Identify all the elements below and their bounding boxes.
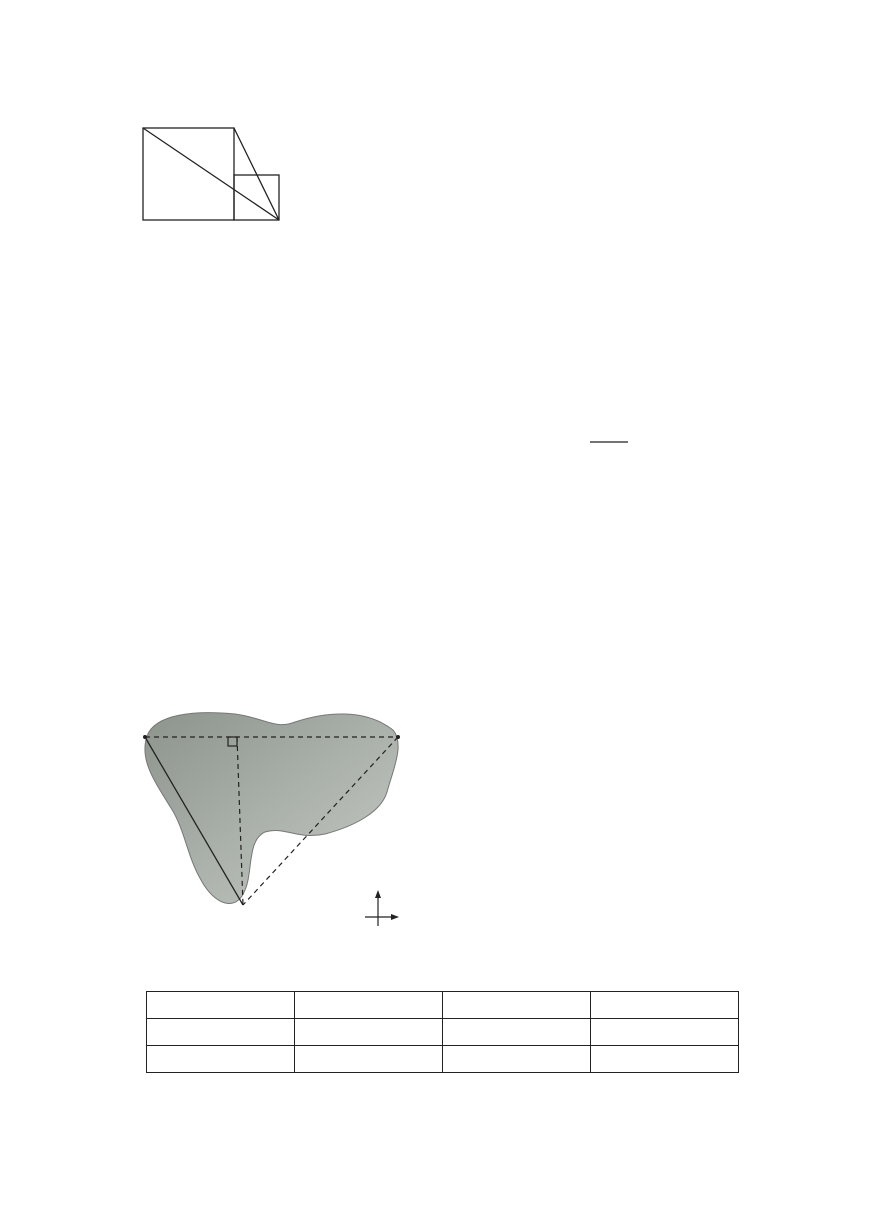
table-cell [443,1019,591,1046]
square-bcmn [234,175,279,220]
bar-chart [120,288,400,518]
table-cell [147,1046,295,1073]
pie-chart [430,288,690,498]
price-cost-table [146,991,739,1073]
table-row [147,1019,739,1046]
table-cell [443,1046,591,1073]
compass-icon [365,890,399,926]
segment-ec [234,128,279,220]
table-cell [443,992,591,1019]
table-cell [591,1046,739,1073]
q20-figure [125,700,425,930]
table-cell [295,1046,443,1073]
table-cell [295,1019,443,1046]
table-cell [591,992,739,1019]
square-abef [143,128,234,220]
table-cell [147,1019,295,1046]
table-cell [295,992,443,1019]
table-cell [591,1019,739,1046]
table-row [147,1046,739,1073]
q18-figure [130,108,300,240]
table-header-row [147,992,739,1019]
segment-fc [143,128,279,220]
table-cell [147,992,295,1019]
lake-shape [145,713,398,904]
